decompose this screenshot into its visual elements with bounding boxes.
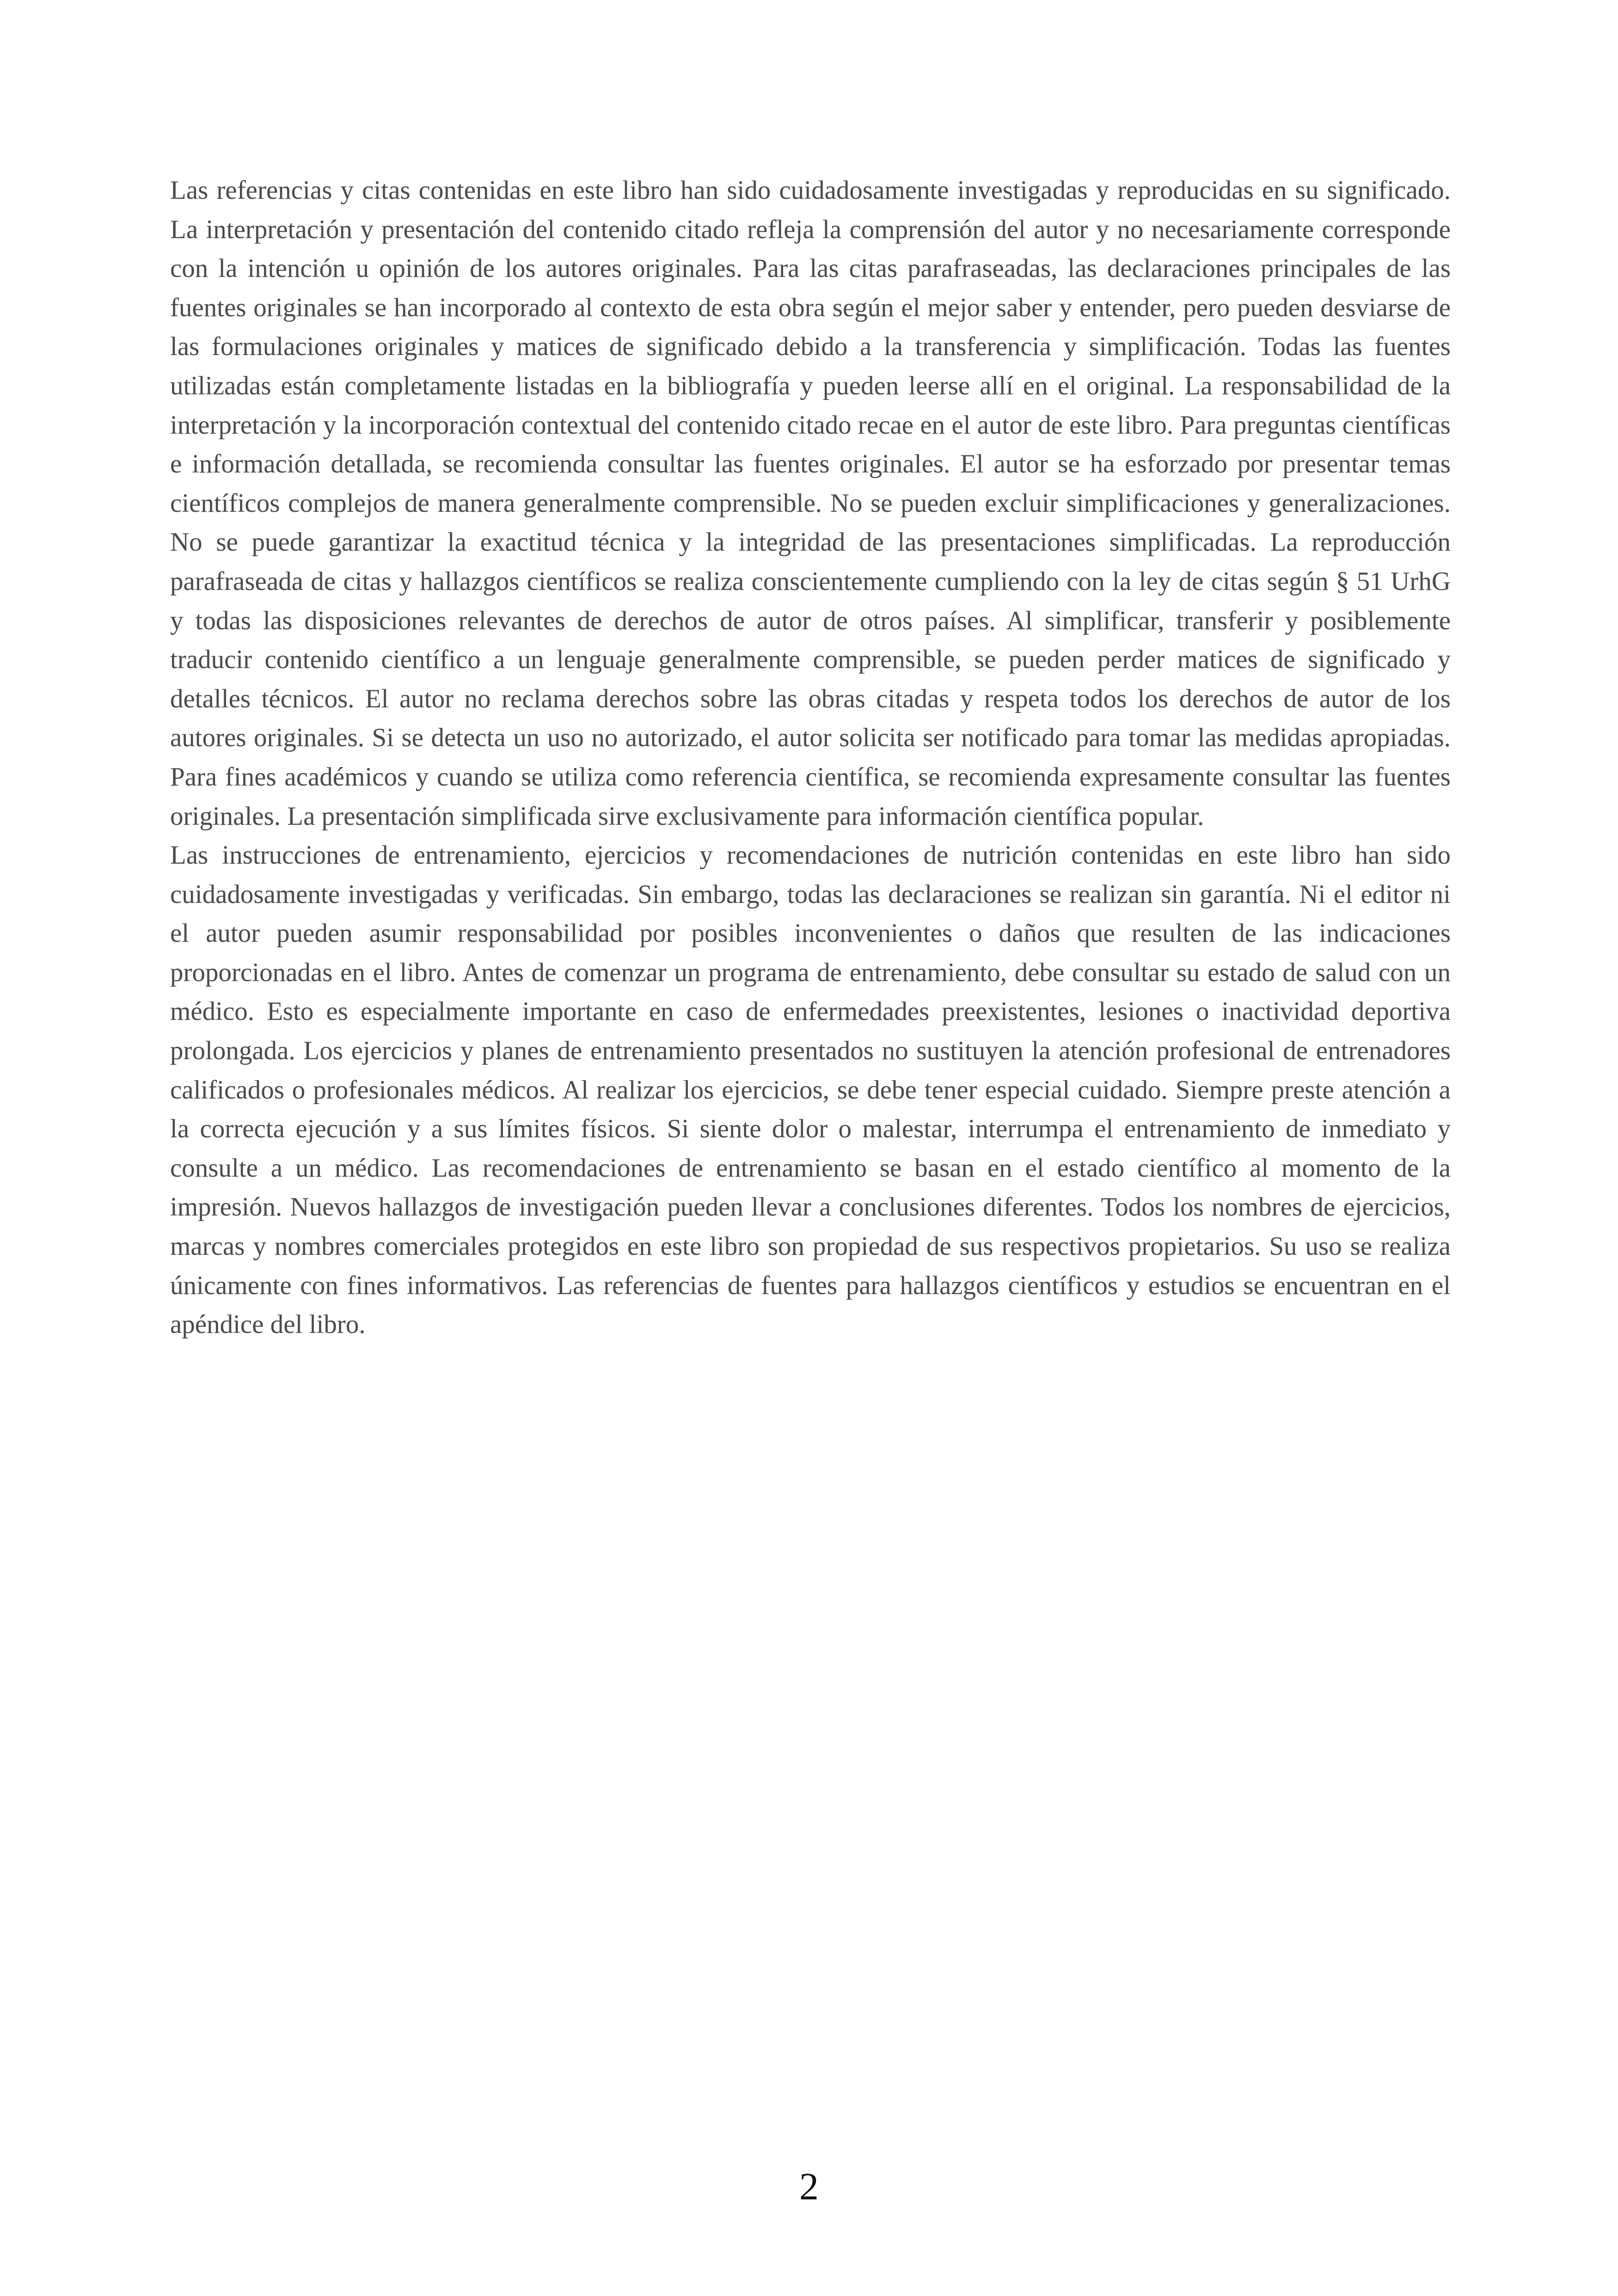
body-text bbox=[170, 171, 1451, 1344]
paragraph-citations-disclaimer: Las referencias y citas contenidas en este libro han sido cuidadosamente investigadas y reproducidas en su significado. La interpretación y presentación del contenido citado refleja la comprensión del autor y no necesariamente corresponde con la intención u opinión de los autores originales. Para las citas parafraseadas, las declaraciones principales de las fuentes originales se han incorporado al contexto de esta obra según el mejor saber y entender, pero pueden desviarse de las formulaciones originales y matices de significado debido a la transferencia y simplificación. Todas las fuentes utilizadas están completamente listadas en la bibliografía y pueden leerse allí en el original. La responsabilidad de la interpretación y la incorporación contextual del contenido citado recae en el autor de este libro. Para preguntas científicas e información detallada, se recomienda consultar las fuentes originales. El autor se ha esforzado por presentar temas científicos complejos de manera generalmente comprensible. No se pueden excluir simplificaciones y generalizaciones. No se puede garantizar la exactitud técnica y la integridad de las presentaciones simplificadas. La reproducción parafraseada de citas y hallazgos científicos se realiza conscientemente cumpliendo con la ley de citas según § 51 UrhG y todas las disposiciones relevantes de derechos de autor de otros países. Al simplificar, transferir y posiblemente traducir contenido científico a un lenguaje generalmente comprensible, se pueden perder matices de significado y detalles técnicos. El autor no reclama derechos sobre las obras citadas y respeta todos los derechos de autor de los autores originales. Si se detecta un uso no autorizado, el autor solicita ser notificado para tomar las medidas apropiadas. Para fines académicos y cuando se utiliza como referencia científica, se recomienda expresamente consultar las fuentes originales. La presentación simplificada sirve exclusivamente para información científica popular. bbox=[170, 176, 1451, 831]
paragraph-training-disclaimer: Las instrucciones de entrenamiento, ejercicios y recomendaciones de nutrición contenidas en este libro han sido cuidadosamente investigadas y verificadas. Sin embargo, todas las declaraciones se realizan sin garantía. Ni el editor ni el autor pueden asumir responsabilidad por posibles inconvenientes o daños que resulten de las indicaciones proporcionadas en el libro. Antes de comenzar un programa de entrenamiento, debe consultar su estado de salud con un médico. Esto es especialmente importante en caso de enfermedades preexistentes, lesiones o inactividad deportiva prolongada. Los ejercicios y planes de entrenamiento presentados no sustituyen la atención profesional de entrenadores calificados o profesionales médicos. Al realizar los ejercicios, se debe tener especial cuidado. Siempre preste atención a la correcta ejecución y a sus límites físicos. Si siente dolor o malestar, interrumpa el entrenamiento de inmediato y consulte a un médico. Las recomendaciones de entrenamiento se basan en el estado científico al momento de la impresión. Nuevos hallazgos de investigación pueden llevar a conclusiones diferentes. Todos los nombres de ejercicios, marcas y nombres comerciales protegidos en este libro son propiedad de sus respectivos propietarios. Su uso se realiza únicamente con fines informativos. Las referencias de fuentes para hallazgos científicos y estudios se encuentran en el apéndice del libro. bbox=[170, 841, 1451, 1339]
page-number: 2 bbox=[799, 2165, 819, 2208]
